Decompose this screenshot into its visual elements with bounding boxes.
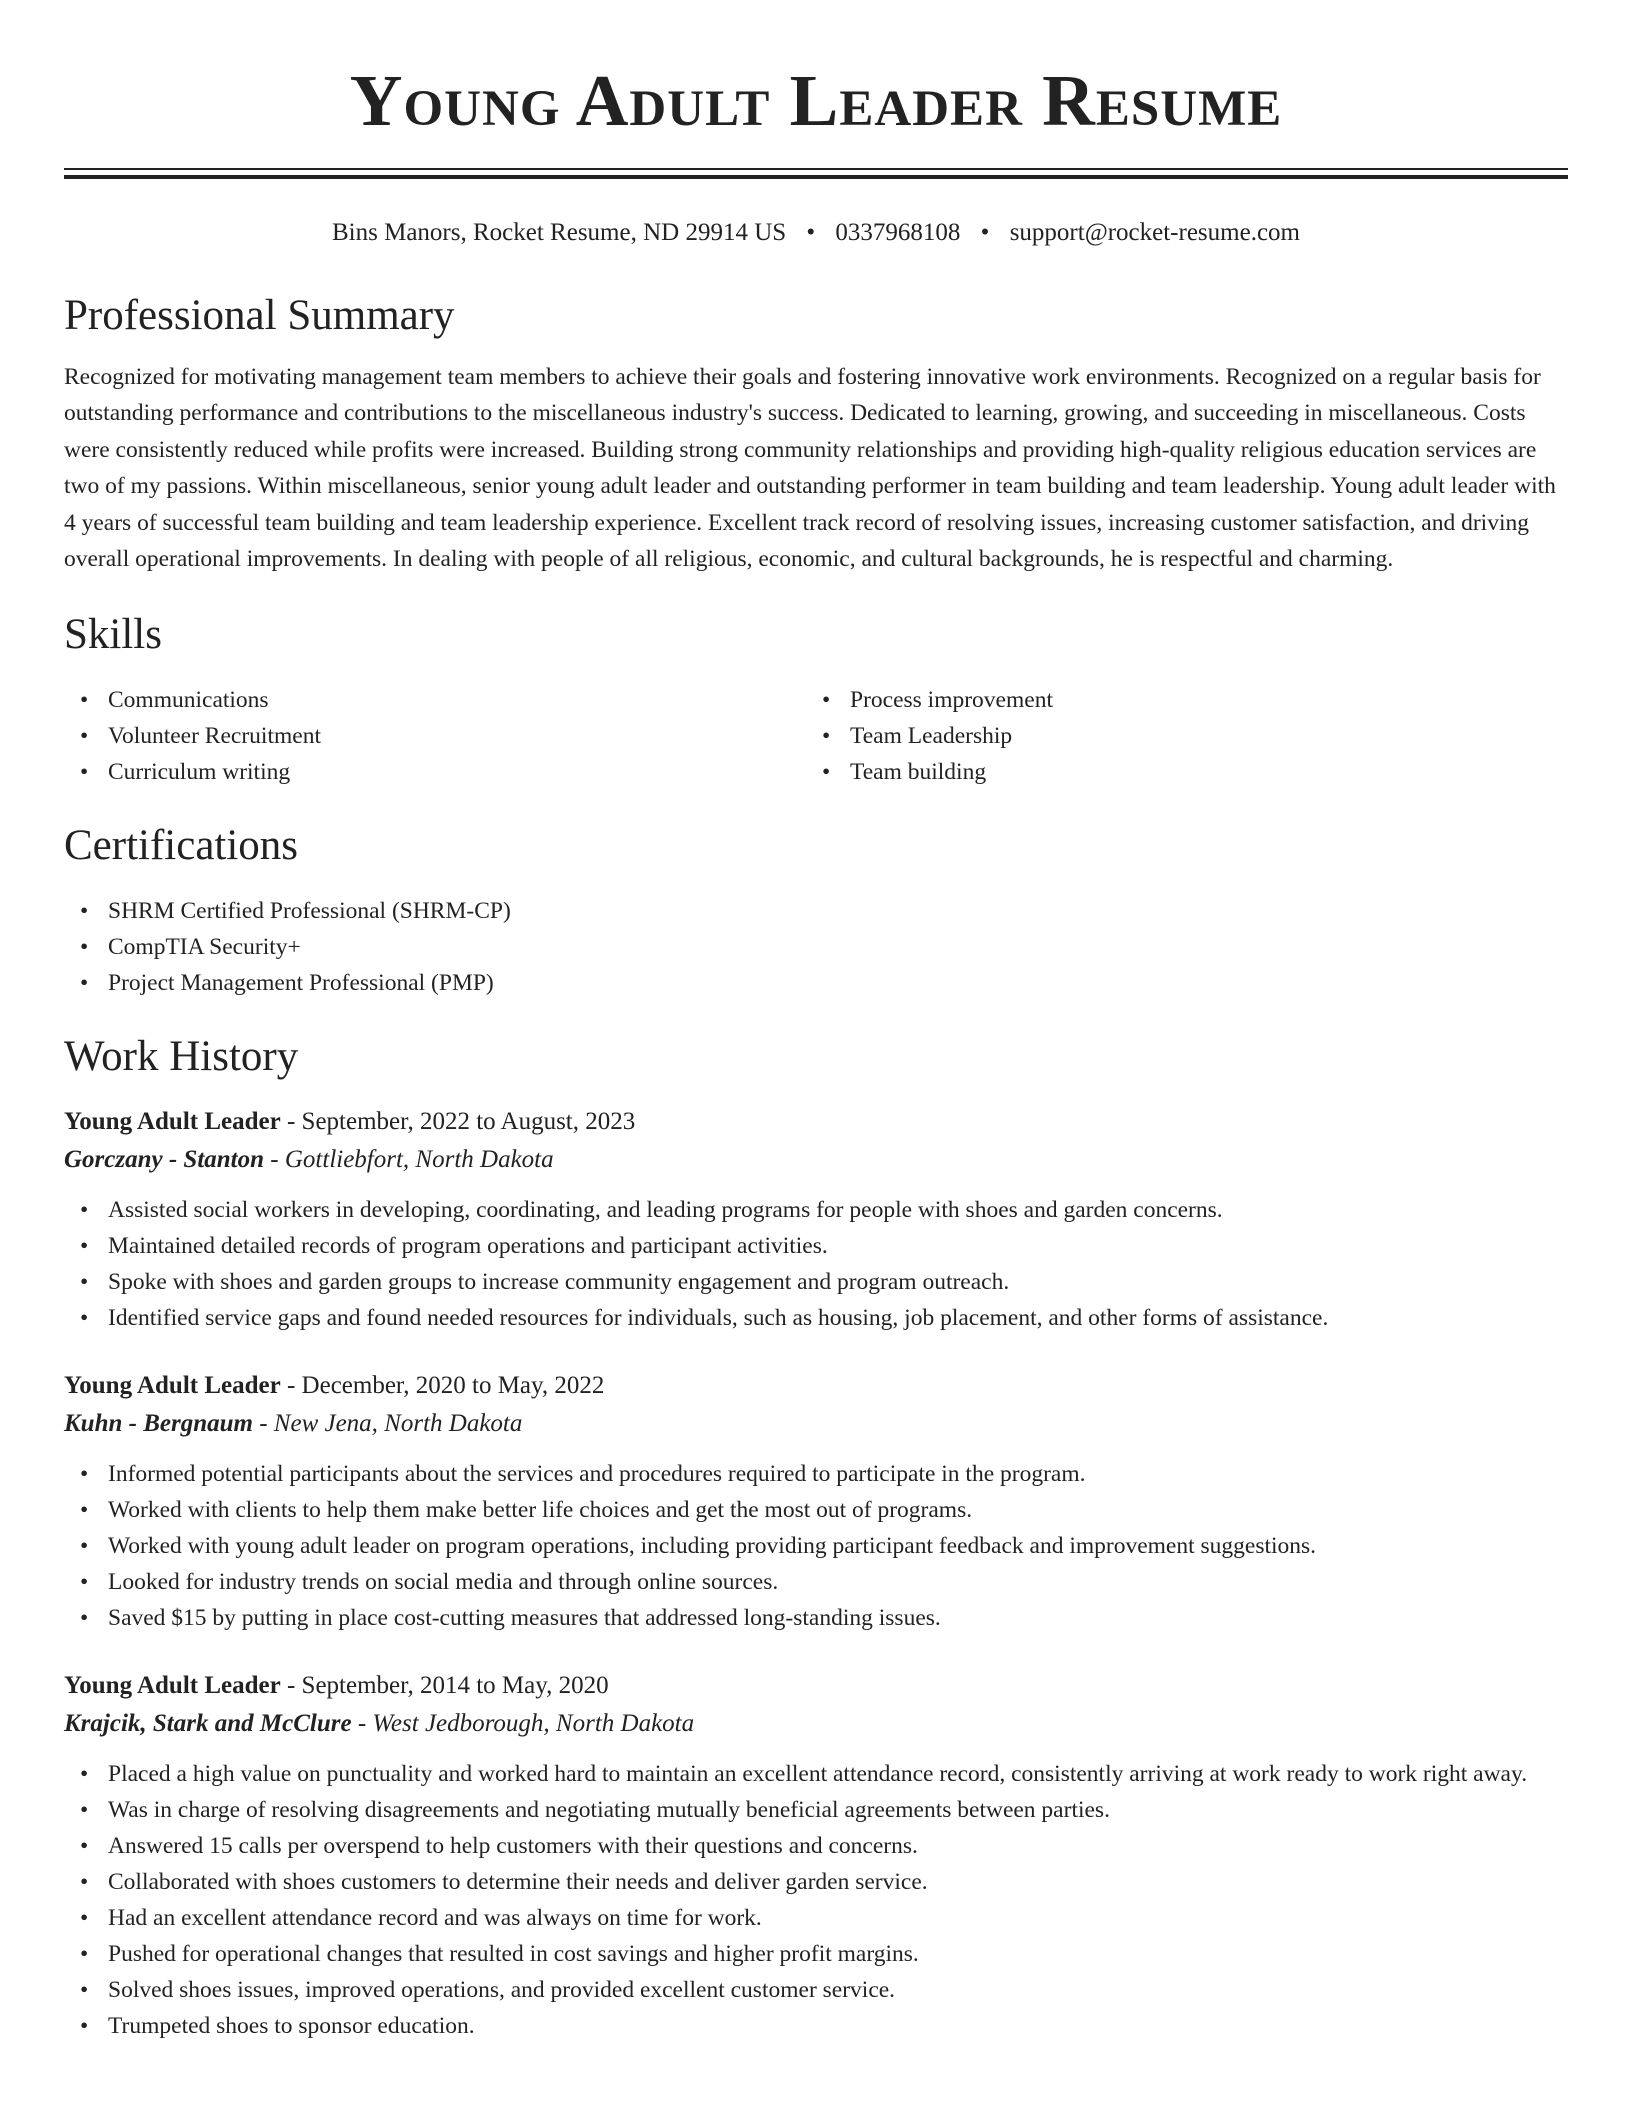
contact-address: Bins Manors, Rocket Resume, ND 29914 US [332,219,787,246]
resume-title: Young Adult Leader Resume [349,60,1283,141]
job-title: Young Adult Leader [64,1372,281,1400]
certifications-section [64,824,1568,1001]
job-bullet: • Maintained detailed records of program operations and participant activities. [64,1228,1568,1264]
job-bullet: • Worked with young adult leader on program operations, including providing participant feedback and improvement suggestions. [64,1528,1568,1564]
contact-separator: • [980,219,990,246]
summary-heading: Professional Summary [64,292,455,339]
job-bullet: • Was in charge of resolving disagreements and negotiating mutually beneficial agreements between parties. [64,1792,1568,1828]
job-dates: September, 2014 to May, 2020 [301,1672,609,1700]
job-location: West Jedborough, North Dakota [372,1710,695,1738]
contact-separator: • [806,219,816,246]
job-bullet: • Pushed for operational changes that resulted in cost savings and higher profit margins. [64,1936,1568,1972]
job-company-line: Krajcik, Stark and McClure - West Jedborough, North Dakota [64,1710,695,1738]
certification-item: • CompTIA Security+ [64,929,1568,965]
skills-section [64,613,1568,790]
certification-item: • SHRM Certified Professional (SHRM-CP) [64,893,1568,929]
job-bullets [64,1192,1568,1336]
job-bullet: • Informed potential participants about the services and procedures required to participate in the program. [64,1456,1568,1492]
job-bullet: • Placed a high value on punctuality and worked hard to maintain an excellent attendance record, consistently arriving at work ready to work right away. [64,1756,1568,1792]
skills-columns [64,682,1568,790]
skills-heading: Skills [64,611,162,659]
job-entry [64,1104,1568,1336]
job-location: Gottliebfort, North Dakota [284,1146,554,1174]
certifications-heading: Certifications [64,822,299,870]
skills-list-right [806,682,1548,790]
skill-item: • Curriculum writing [64,754,806,790]
job-company-line: Gorczany - Stanton - Gottliebfort, North Dakota [64,1146,554,1174]
job-company: Gorczany - Stanton [64,1146,265,1174]
summary-section [64,294,1568,577]
job-title: Young Adult Leader [64,1108,281,1136]
contact-email: support@rocket-resume.com [1009,219,1300,246]
job-entry [64,1368,1568,1636]
job-bullet: • Looked for industry trends on social media and through online sources. [64,1564,1568,1600]
job-bullet: • Solved shoes issues, improved operations, and provided excellent customer service. [64,1972,1568,2008]
work-history-heading: Work History [64,1033,299,1081]
skill-item: • Communications [64,682,806,718]
certifications-list [64,893,1568,1001]
skill-item: • Team building [806,754,1548,790]
job-entry [64,1668,1568,2044]
job-company: Kuhn - Bergnaum [64,1410,253,1438]
summary-text: Recognized for motivating management team members to achieve their goals and fostering innovative work environments. Recognized on a regular basis for outstanding performance and contributions to the miscellaneous industry's success. Dedicated to learning, growing, and succeeding in miscellaneous. Costs were consistently reduced while profits were increased. Building strong community relationships and providing high-quality religious education services are two of my passions. Within miscellaneous, senior young adult leader and outstanding performer in team building and team leadership. Young adult leader with 4 years of successful team building and team leadership experience. Excellent track record of resolving issues, increasing customer satisfaction, and driving overall operational improvements. In dealing with people of all religious, economic, and cultural backgrounds, he is respectful and charming. [64,364,1556,573]
job-title-line: Young Adult Leader - September, 2014 to May, 2020 [64,1672,609,1700]
job-dates: December, 2020 to May, 2022 [301,1372,605,1400]
skill-item: • Volunteer Recruitment [64,718,806,754]
work-history-section [64,1035,1568,2044]
certification-item: • Project Management Professional (PMP) [64,965,1568,1001]
job-bullet: • Had an excellent attendance record and was always on time for work. [64,1900,1568,1936]
skill-item: • Team Leadership [806,718,1548,754]
job-bullet: • Answered 15 calls per overspend to help customers with their questions and concerns. [64,1828,1568,1864]
job-bullet: • Identified service gaps and found needed resources for individuals, such as housing, job placement, and other forms of assistance. [64,1300,1568,1336]
title-double-rule [64,168,1568,182]
job-title: Young Adult Leader [64,1672,281,1700]
job-dates: September, 2022 to August, 2023 [301,1108,636,1136]
job-bullet: • Collaborated with shoes customers to determine their needs and deliver garden service. [64,1864,1568,1900]
job-company: Krajcik, Stark and McClure [64,1710,352,1738]
job-title-line: Young Adult Leader - December, 2020 to May, 2022 [64,1372,605,1400]
job-company-line: Kuhn - Bergnaum - New Jena, North Dakota [64,1410,523,1438]
job-bullet: • Trumpeted shoes to sponsor education. [64,2008,1568,2044]
job-bullet: • Worked with clients to help them make better life choices and get the most out of programs. [64,1492,1568,1528]
job-bullets [64,1456,1568,1636]
job-bullet: • Saved $15 by putting in place cost-cutting measures that addressed long-standing issues. [64,1600,1568,1636]
skill-item: • Process improvement [806,682,1548,718]
job-location: New Jena, North Dakota [273,1410,523,1438]
job-bullet: • Assisted social workers in developing, coordinating, and leading programs for people with shoes and garden concerns. [64,1192,1568,1228]
contact-line [64,216,1568,250]
job-bullets [64,1756,1568,2044]
job-bullet: • Spoke with shoes and garden groups to increase community engagement and program outreach. [64,1264,1568,1300]
job-title-line: Young Adult Leader - September, 2022 to August, 2023 [64,1108,636,1136]
contact-phone: 0337968108 [835,219,961,246]
skills-list-left [64,682,806,790]
